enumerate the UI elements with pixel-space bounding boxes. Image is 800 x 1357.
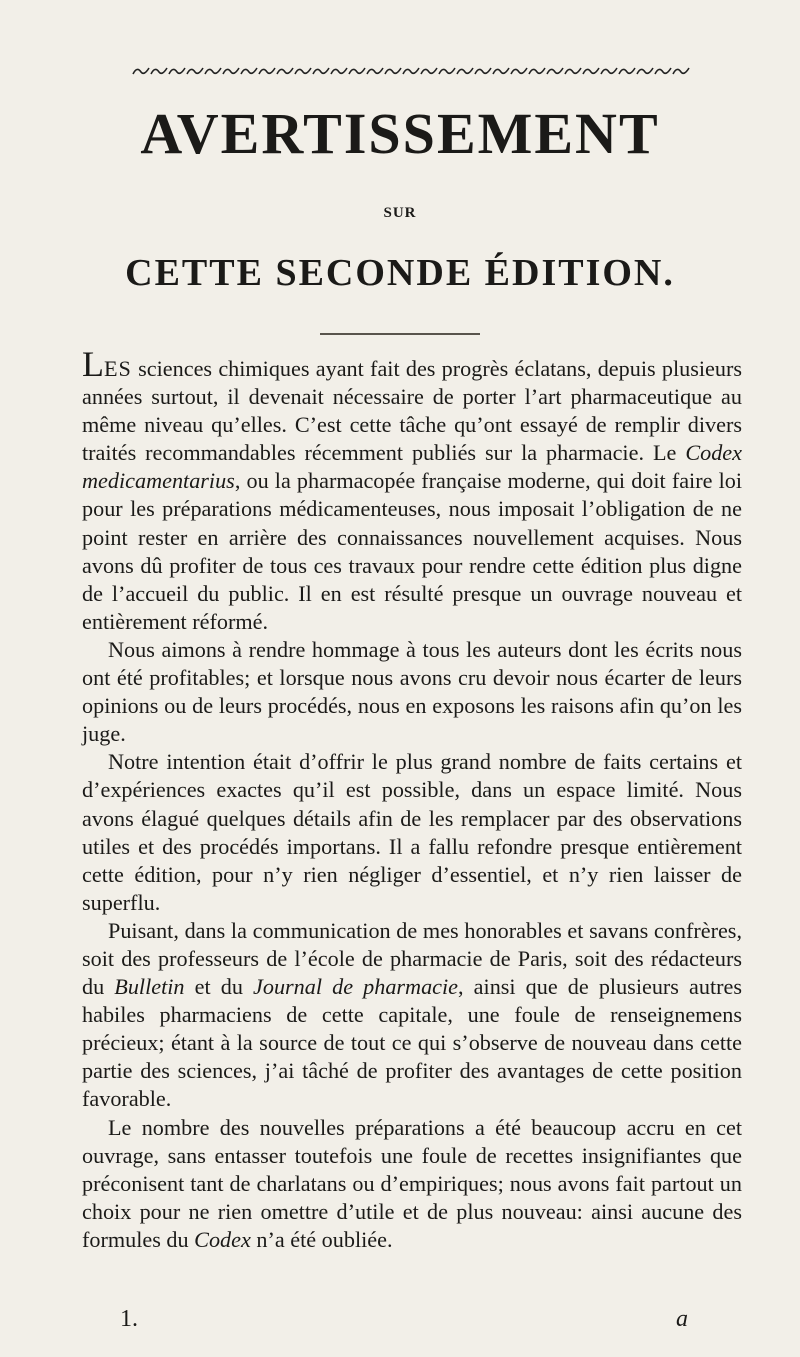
journal-title: Journal de pharmacie [253,974,459,1000]
paragraph-1-text-b: , ou la pharmacopée française moderne, qui doit faire loi pour les préparations médicamenteuses, nous imposait l’obligation de ne point rester en arrière des connaissances nouvellement acquises. Nous avons dû profiter de tous ces travaux pour rendre cette édition plus digne de l’accueil du public. Il en est résulté presque un ouvrage nouveau et entièrement réformé. [82,468,742,634]
paragraph-2: Nous aimons à rendre hommage à tous les auteurs dont les écrits nous ont été profitables; et lorsque nous avons cru devoir nous écarter de leurs opinions ou de leurs procédés, nous en exposons les raisons afin qu’on les juge. [82,636,742,747]
paragraph-4 [82,917,742,1114]
paragraph-1-text-a: sciences chimiques ayant fait des progrès éclatans, depuis plusieurs années surtout, il devenait nécessaire de porter l’art pharmaceutique au même niveau qu’elles. C’est cette tâche qu’ont essayé de remplir divers traités recommandables récemment publiés sur la pharmacie. Le [82,356,742,466]
title-preposition: SUR [383,205,417,221]
lead-word: ES [104,356,132,381]
divider-rule [320,333,480,335]
body-text [82,344,743,1254]
page-title: AVERTISSEMENT [140,101,660,166]
bulletin-title: Bulletin [114,974,185,1000]
codex-title: Codex medicamentarius [82,440,742,494]
codex-ref: Codex [194,1226,251,1252]
ornament-rule [132,64,690,78]
paragraph-1 [82,344,742,636]
drop-cap: L [82,344,104,384]
paragraph-5-text-b: n’a été oubliée. [250,1226,393,1252]
sheet-letter: a [676,1306,688,1332]
page-footer [0,1306,800,1336]
paragraph-3: Notre intention était d’offrir le plus grand nombre de faits certains et d’expériences exactes qu’il est possible, dans un espace limité. Nous avons élagué quelques détails afin de les remplacer par des observations utiles et des procédés importans. Il a fallu refondre presque entièrement cette édition, pour n’y rien négliger d’essentiel, et n’y rien laisser de superflu. [82,749,742,915]
page-subtitle: CETTE SECONDE ÉDITION. [125,252,675,294]
paragraph-4-text-c: , ainsi que de plusieurs autres habiles pharmaciens de cette capitale, une foule de renseignemens précieux; étant à la source de tout ce qui s’observe de nouveau dans cette partie des sciences, j’ai tâché de profiter des avantages de cette position favorable. [82,974,743,1112]
paragraph-5 [82,1114,742,1254]
paragraph-4-text-b: et du [184,974,253,1000]
paragraph-4-text-a: Puisant, dans la communication de mes honorables et savans confrères, soit des professeurs de l’école de pharmacie de Paris, soit des rédacteurs du [82,917,742,1000]
paragraph-5-text-a: Le nombre des nouvelles préparations a été beaucoup accru en cet ouvrage, sans entasser toutefois une foule de recettes insignifiantes que préconisent tant de charlatans ou d’empiriques; nous avons fait partout un choix pour ne rien omettre d’utile et de plus nouveau: ainsi aucune des formules du [82,1114,742,1252]
signature-mark: 1. [120,1306,138,1332]
